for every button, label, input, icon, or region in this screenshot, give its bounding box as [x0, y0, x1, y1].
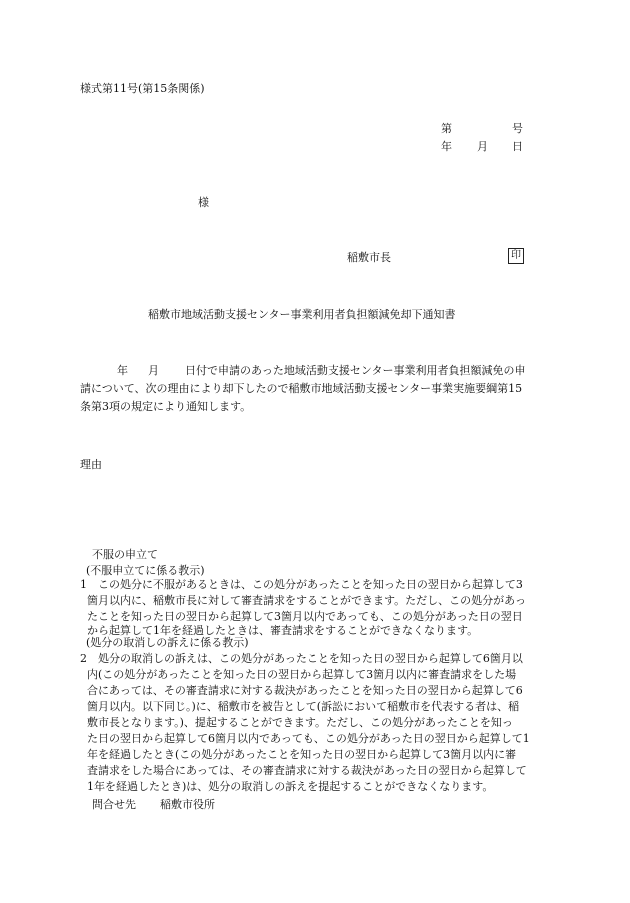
- body-line-1: 日付で申請のあった地域活動支援センター事業利用者負担額減免の申: [185, 364, 526, 377]
- appeal-item-2-line: 2 処分の取消しの訴えは、この処分があったことを知った日の翌日から起算して6箇月以: [80, 652, 523, 665]
- appeal-item-2-line: 敷市長となります。)、提起することができます。ただし、この処分があったことを知っ: [87, 716, 513, 729]
- appeal-item-1-line: たことを知った日の翌日から起算して3箇月以内であっても、この処分があった日の翌日: [87, 610, 523, 623]
- addressee-honorific: 様: [198, 196, 209, 209]
- appeal-item-2-line: 内(この処分があったことを知った日の翌日から起算して3箇月以内に審査請求をした場: [87, 668, 517, 681]
- appeal-subheading-1: (不服申立てに係る教示): [86, 564, 205, 577]
- date-month: 月: [477, 140, 488, 153]
- appeal-item-2-line: た日の翌日から起算して6箇月以内であっても、この処分があった日の翌日から起算して1: [87, 732, 530, 745]
- document-number-prefix: 第: [441, 122, 452, 135]
- appeal-item-2-line: 年を経過したとき(この処分があったことを知った日の翌日から起算して3箇月以内に審: [87, 748, 517, 761]
- sender-name: 稲敷市長: [347, 251, 391, 264]
- appeal-item-2-line: 査請求をした場合にあっては、その審査請求に対する裁決があった日の翌日から起算して: [87, 764, 527, 777]
- appeal-heading: 不服の申立て: [92, 548, 158, 561]
- appeal-item-1-line: 箇月以内に、稲敷市長に対して審査請求をすることができます。ただし、この処分があっ: [87, 594, 527, 607]
- body-line-3: 条第3項の規定により通知します。: [80, 400, 252, 413]
- appeal-item-2-line: 1年を経過したとき)は、処分の取消しの訴えを提起することができなくなります。: [87, 780, 494, 793]
- date-year: 年: [441, 140, 452, 153]
- body-line-2: 請について、次の理由により却下したので稲敷市地域活動支援センター事業実施要綱第15: [80, 382, 523, 395]
- appeal-item-1-line: から起算して1年を経過したときは、審査請求をすることができなくなります。: [87, 624, 479, 637]
- appeal-item-2-line: 箇月以内。以下同じ。)に、稲敷市を被告として(訴訟において稲敷市を代表する者は、稲: [87, 700, 520, 713]
- contact-value: 稲敷市役所: [160, 798, 215, 811]
- body-month: 月: [148, 364, 159, 377]
- date-day: 日: [512, 140, 523, 153]
- document-number-suffix: 号: [512, 122, 523, 135]
- appeal-subheading-2: (処分の取消しの訴えに係る教示): [86, 636, 249, 649]
- form-number: 様式第11号(第15条関係): [80, 82, 205, 95]
- appeal-item-2-line: 合にあっては、その審査請求に対する裁決があったことを知った日の翌日から起算して6: [87, 684, 523, 697]
- reason-label: 理由: [80, 458, 102, 471]
- contact-label: 問合せ先: [92, 798, 136, 811]
- body-year: 年: [117, 364, 128, 377]
- appeal-item-1-line: 1 この処分に不服があるときは、この処分があったことを知った日の翌日から起算して3: [80, 578, 523, 591]
- seal-stamp: 印: [508, 248, 524, 264]
- document-title: 稲敷市地域活動支援センター事業利用者負担額減免却下通知書: [148, 308, 456, 321]
